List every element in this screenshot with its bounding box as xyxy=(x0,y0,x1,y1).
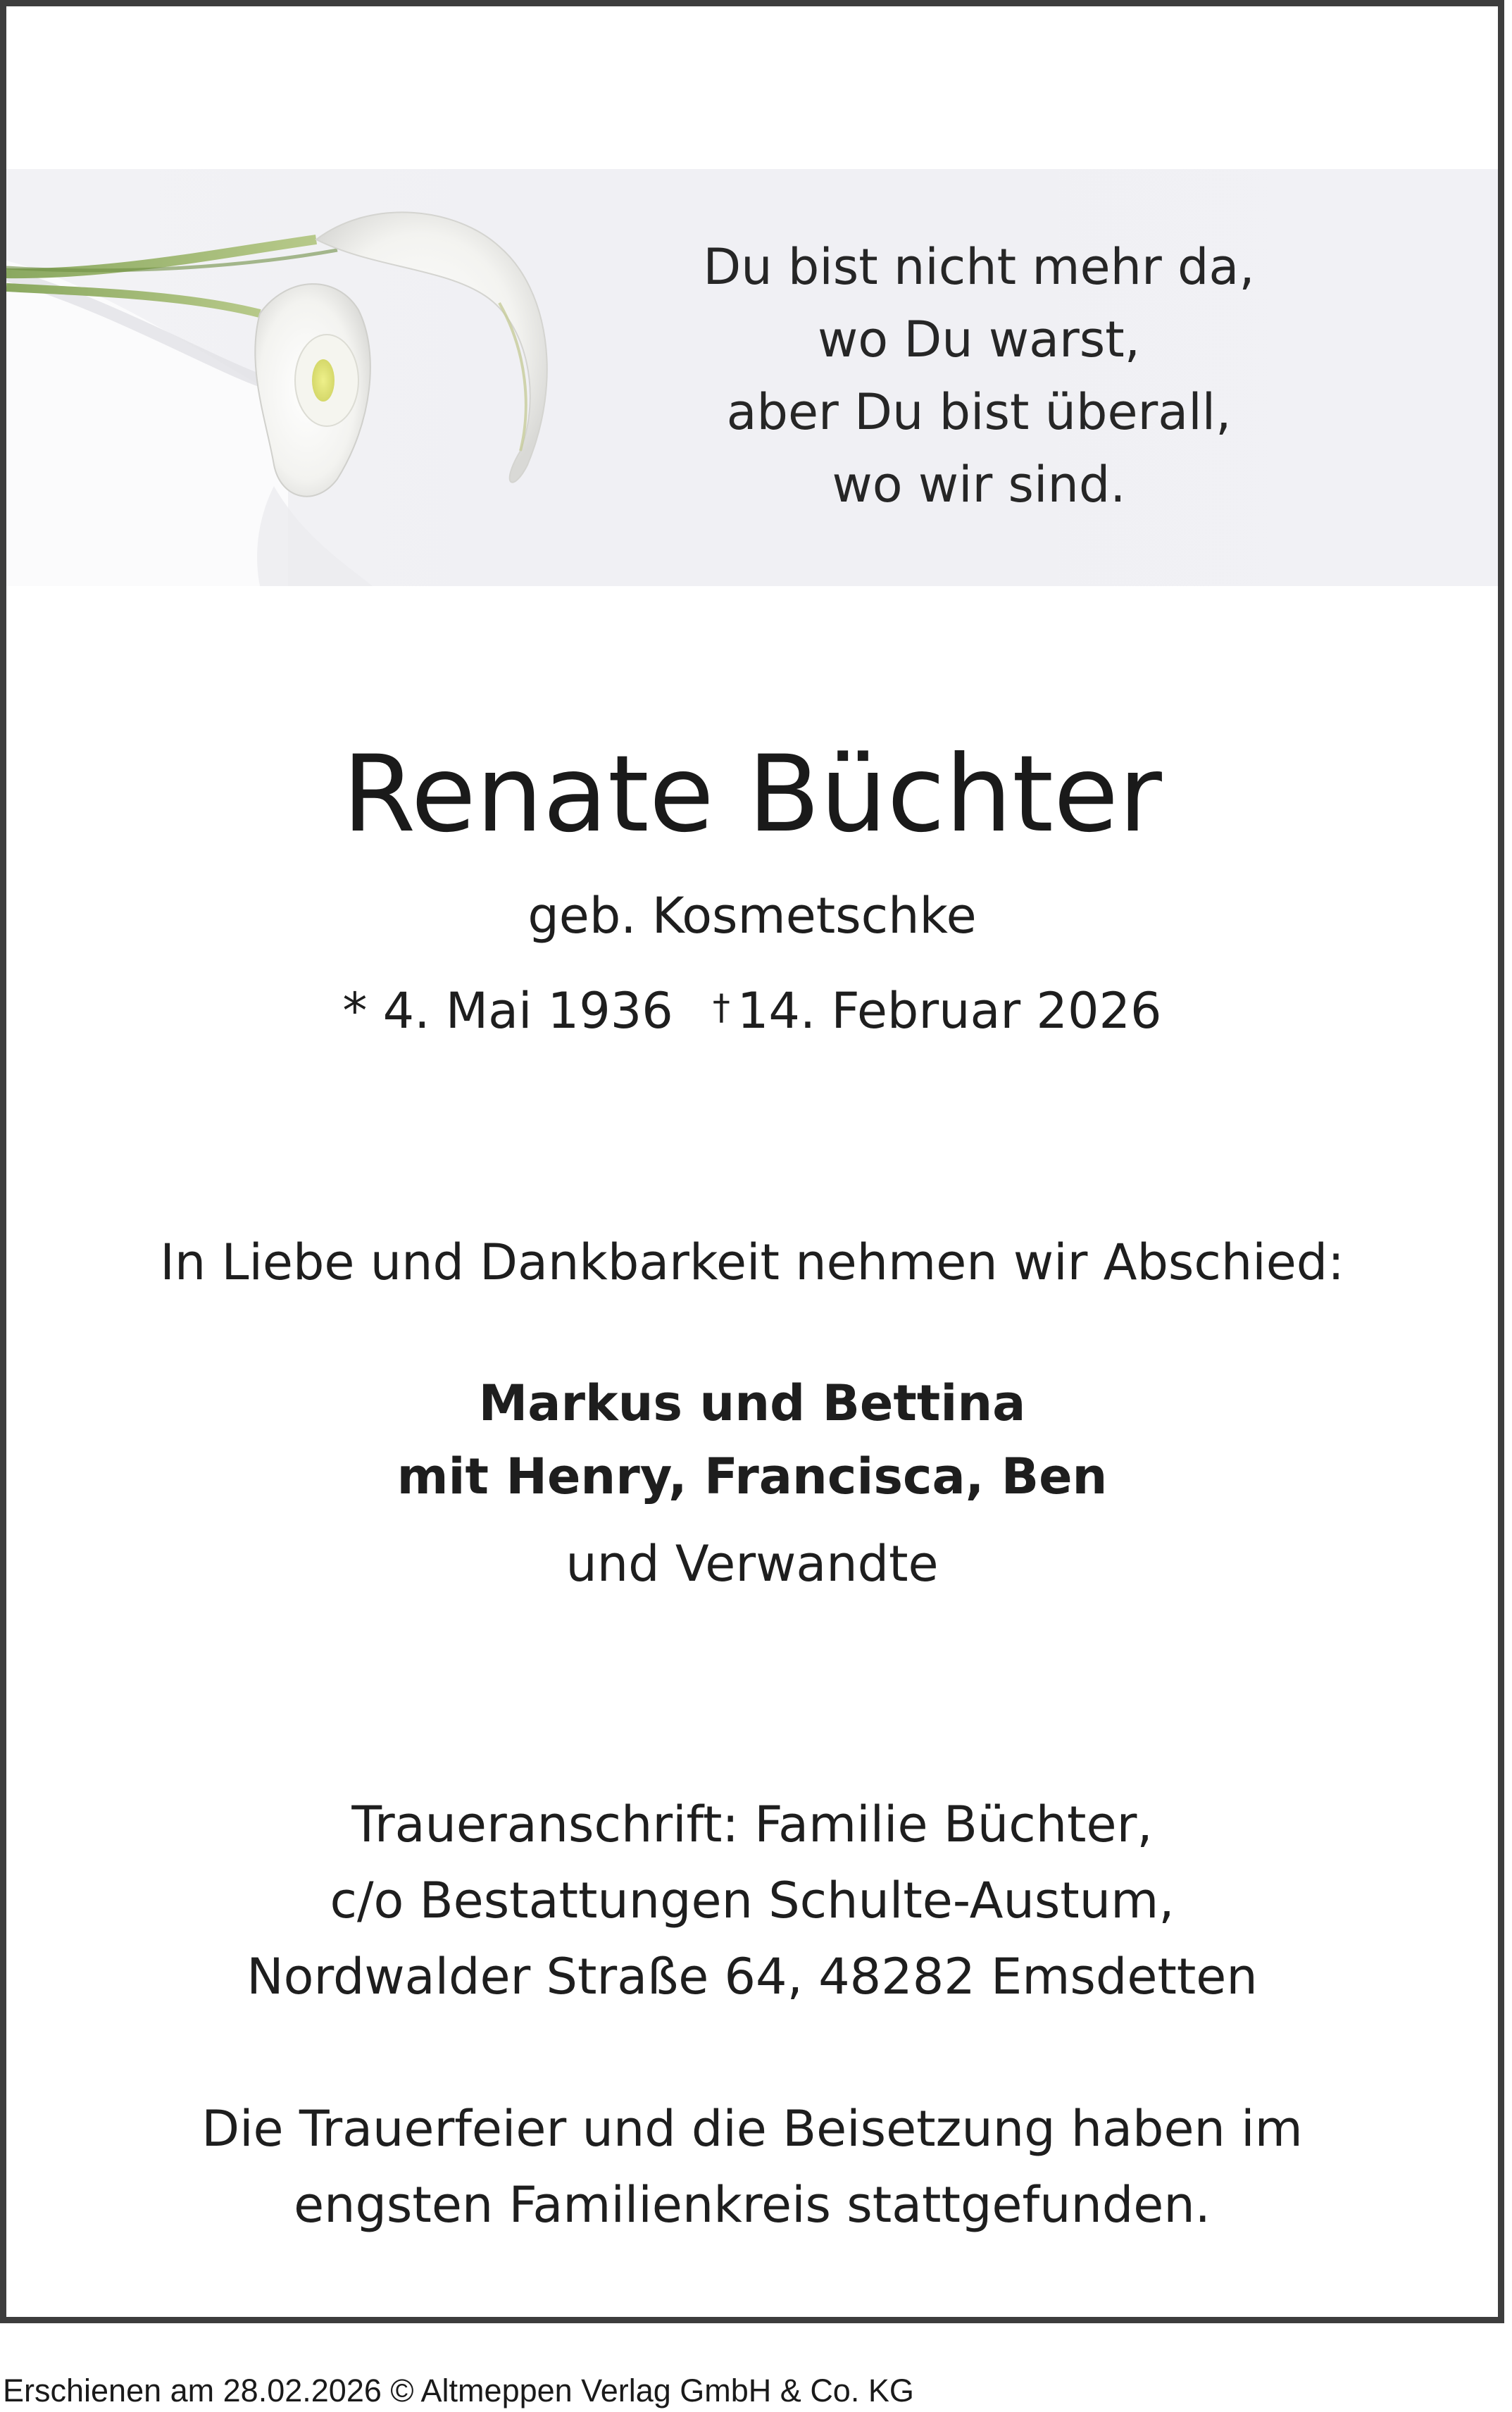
publication-footer: Erschienen am 28.02.2026 © Altmeppen Verlag GmbH & Co. KG xyxy=(3,2373,914,2408)
ceremony-note: engsten Familienkreis stattgefunden. xyxy=(294,2176,1211,2234)
poem xyxy=(634,231,1324,521)
life-dates xyxy=(6,972,1498,1046)
family-line: mit Henry, Francisca, Ben xyxy=(396,1448,1108,1505)
address-line: Traueranschrift: Familie Büchter, xyxy=(351,1796,1153,1853)
birth-date: * 4. Mai 1936 xyxy=(342,982,673,1040)
address-line: Nordwalder Straße 64, 48282 Emsdetten xyxy=(246,1948,1258,2006)
cross-icon: † xyxy=(712,987,730,1028)
poem-line: aber Du bist überall, xyxy=(726,383,1232,441)
farewell-intro: In Liebe und Dankbarkeit nehmen wir Abschied: xyxy=(160,1233,1344,1291)
relatives-line: und Verwandte xyxy=(566,1535,939,1593)
deceased-name: Renate Büchter xyxy=(342,733,1162,856)
maiden-name: geb. Kosmetschke xyxy=(527,887,977,945)
poem-line: Du bist nicht mehr da, xyxy=(703,238,1255,296)
address-line: c/o Bestattungen Schulte-Austum, xyxy=(330,1872,1175,1929)
calla-lily-image xyxy=(6,169,640,586)
poem-line: wo Du warst, xyxy=(818,311,1140,368)
death-date: 14. Februar 2026 xyxy=(737,982,1162,1040)
poem-line: wo wir sind. xyxy=(832,456,1126,514)
ceremony-note: Die Trauerfeier und die Beisetzung haben im xyxy=(201,2100,1303,2158)
family-line: Markus und Bettina xyxy=(478,1374,1026,1432)
